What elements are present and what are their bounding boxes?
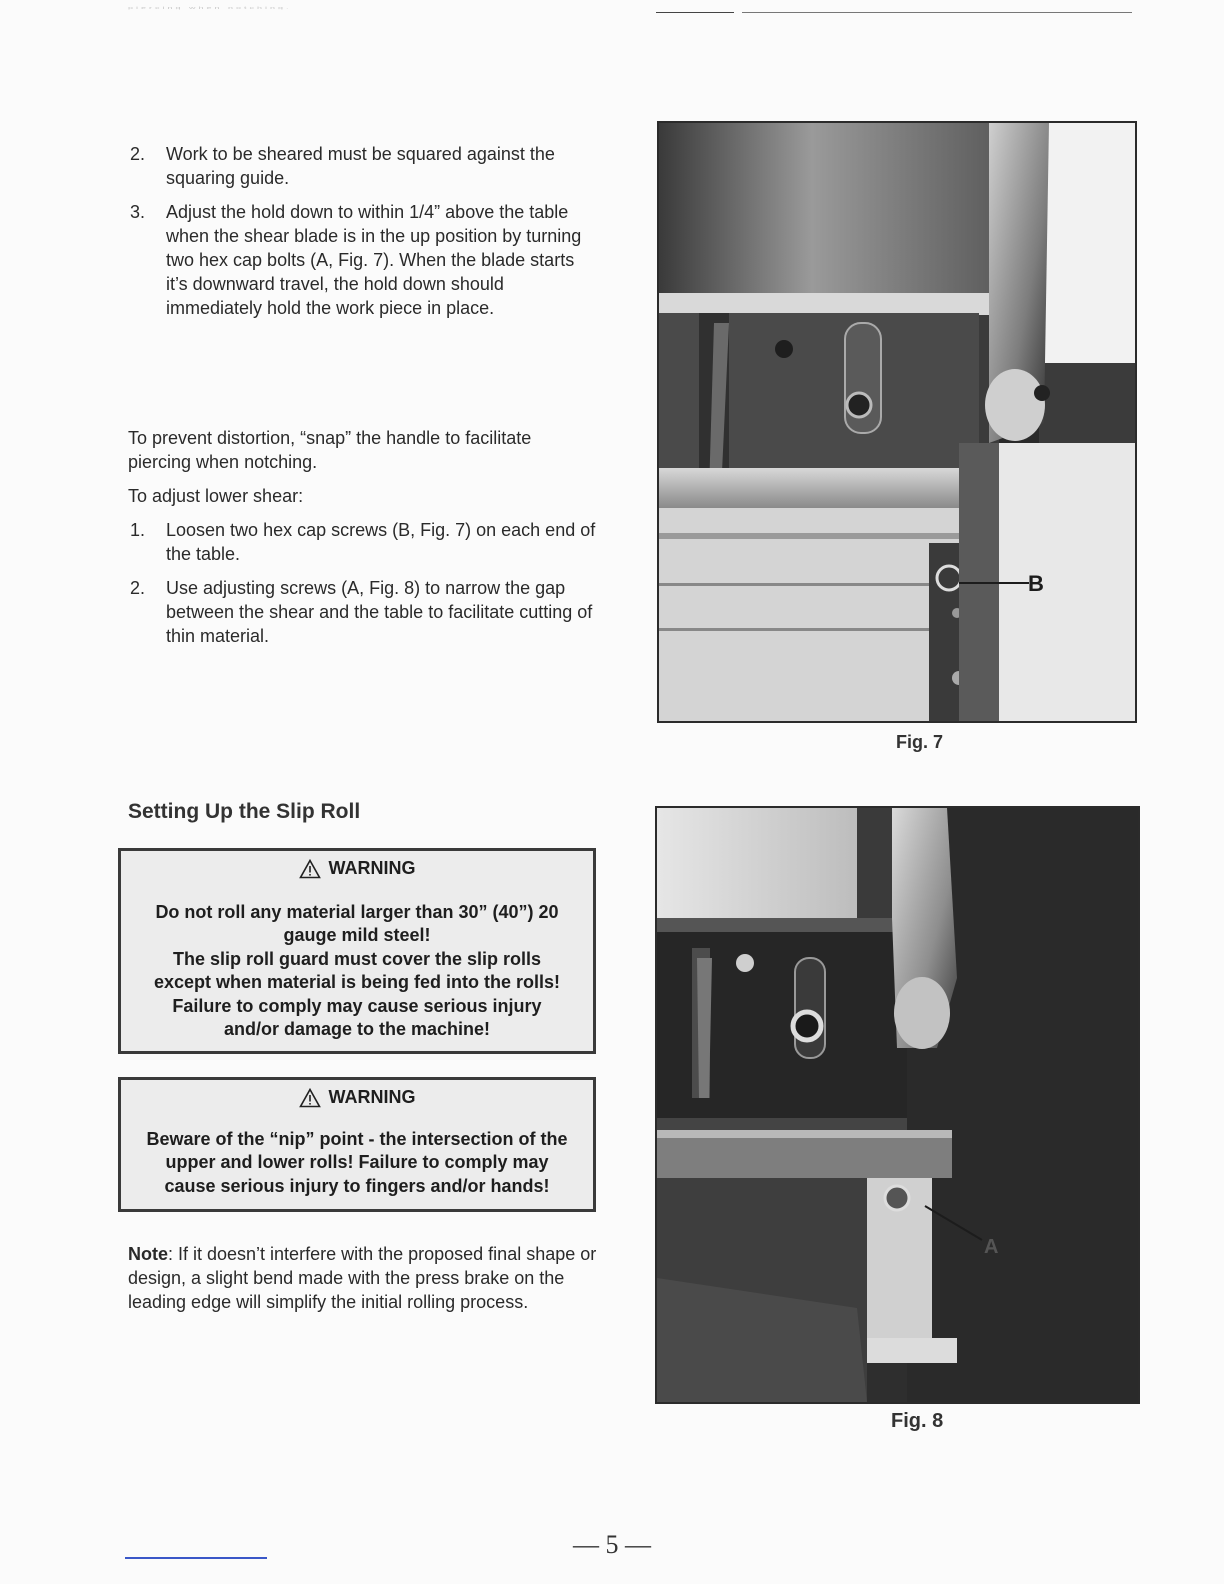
warning-line: gauge mild steel! xyxy=(283,925,431,945)
warning-line: The slip roll guard must cover the slip rolls xyxy=(172,948,542,969)
fig-7-photo xyxy=(657,121,1137,723)
fig-7-caption: Fig. 7 xyxy=(896,732,944,752)
note-text: : If it doesn’t interfere with the proposed final shape or design, a slight bend made with the press brake on the leading edge will simplify the initial rolling process. xyxy=(128,1244,597,1312)
note-label: Note xyxy=(128,1244,168,1264)
warning-line: cause serious injury to fingers and/or hands! xyxy=(164,1175,550,1196)
step-2-square xyxy=(128,142,598,190)
warning-line: except when material is being fed into the rolls! xyxy=(153,972,561,992)
warning-title xyxy=(125,1086,589,1110)
warning-line: Do not roll any material larger than 30” (40”) 20 xyxy=(155,901,559,922)
warning-triangle-icon xyxy=(299,859,321,879)
step-text: Use adjusting screws (A, Fig. 8) to narrow the gap between the shear and the table to facilitate cutting of thin material. xyxy=(166,578,593,646)
snap-paragraph: To prevent distortion, “snap” the handle to facilitate piercing when notching. xyxy=(128,428,532,472)
step-3-hold-down xyxy=(128,200,598,320)
step-number: 1. xyxy=(130,520,146,540)
top-cut-text: piercing when notching. xyxy=(128,6,292,10)
fig-7-callout-b: B xyxy=(1028,571,1044,596)
bottom-edge-mark xyxy=(125,1557,267,1559)
note-text-wrap xyxy=(128,1242,598,1314)
warning-line: Failure to comply may cause serious injury xyxy=(172,995,542,1016)
step-text: Loosen two hex cap screws (B, Fig. 7) on each end of the table. xyxy=(166,520,596,564)
warning-line: and/or damage to the machine! xyxy=(223,1019,491,1039)
warning-triangle-icon xyxy=(299,1088,321,1108)
step-number: 3. xyxy=(130,202,146,222)
top-rule-short xyxy=(656,12,734,13)
warning-title-text: WARNING xyxy=(328,1087,416,1107)
step-1-loosen xyxy=(128,518,598,566)
fig-8-illustration xyxy=(657,808,1138,1402)
warning-title xyxy=(125,857,589,881)
warning-line: upper and lower rolls! Failure to comply may xyxy=(165,1152,549,1172)
warning-box-nip-point xyxy=(118,1077,596,1212)
upper-text-column xyxy=(128,142,598,330)
fig-7-illustration xyxy=(659,123,1135,721)
warning-line: Beware of the “nip” point - the intersection of the xyxy=(146,1128,568,1149)
fig-8-callout-a: A xyxy=(984,1236,999,1258)
top-rule-long xyxy=(742,12,1132,13)
section-title: Setting Up the Slip Roll xyxy=(128,800,361,823)
page-number: — 5 — xyxy=(573,1530,651,1559)
step-number: 2. xyxy=(130,578,146,598)
adjust-lower-shear-heading: To adjust lower shear: xyxy=(128,486,304,506)
step-text: Adjust the hold down to within 1/4” above the table when the shear blade is in the up position by turning two hex cap bolts (A, Fig. 7). When the blade starts it’s downward travel, the hold down should immediately hold the work piece in place. xyxy=(166,202,582,318)
fig-8-photo xyxy=(655,806,1140,1404)
lower-shear-text-column xyxy=(128,426,598,658)
warning-box-slip-roll xyxy=(118,848,596,1054)
step-2-adjusting-screws xyxy=(128,576,598,648)
step-text: Work to be sheared must be squared against the squaring guide. xyxy=(166,144,555,188)
step-number: 2. xyxy=(130,144,146,164)
fig-8-caption: Fig. 8 xyxy=(891,1410,944,1432)
warning-title-text: WARNING xyxy=(328,858,416,878)
note-paragraph xyxy=(128,1242,598,1324)
